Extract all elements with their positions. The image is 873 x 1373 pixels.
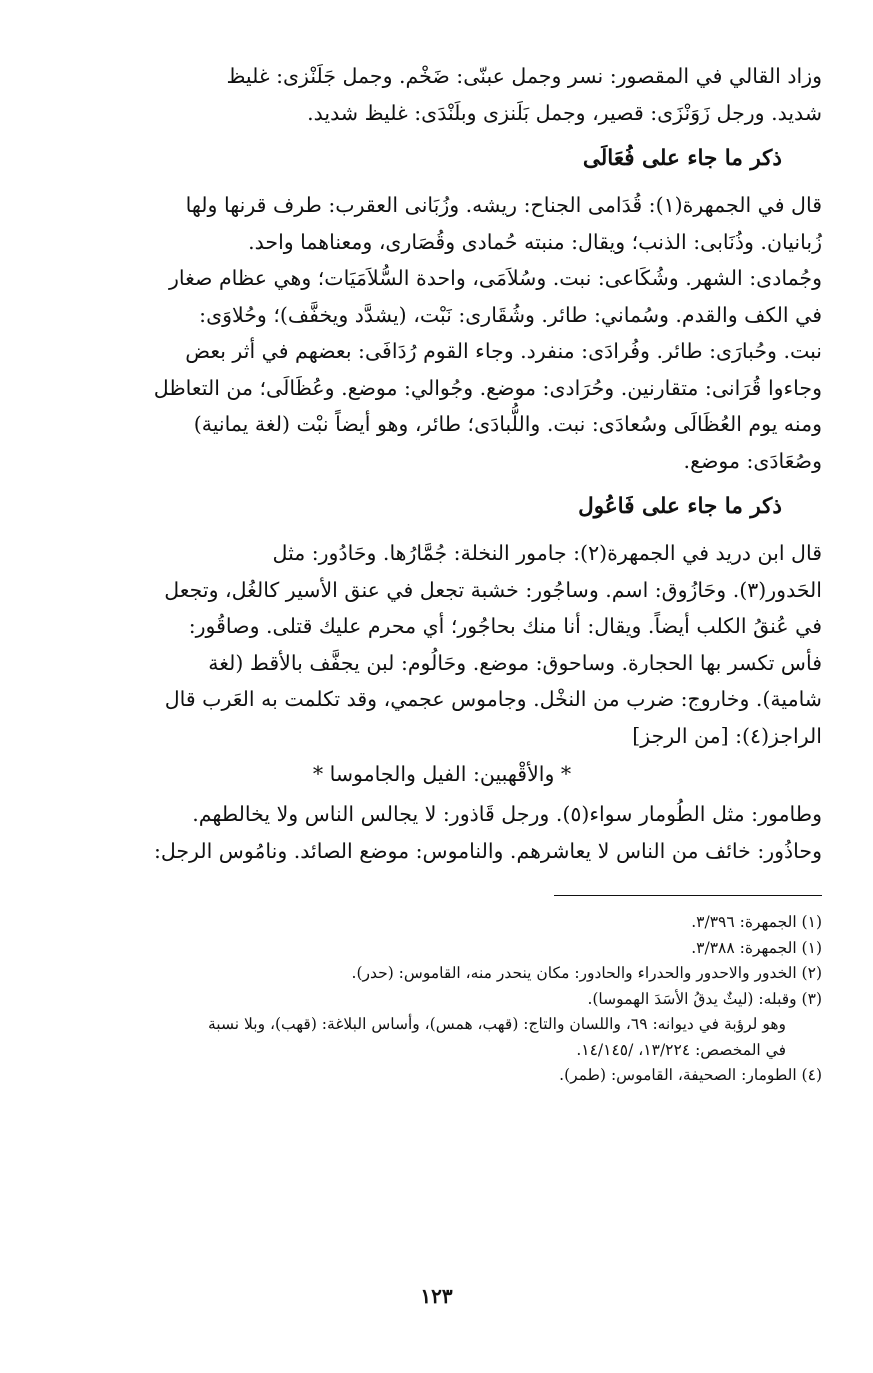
- text-line: وطامور: مثل الطُومار سواء(٥). ورجل قَاذور: لا يجالس الناس ولا يخالطهم.: [192, 802, 822, 826]
- text-line: وزاد القالي في المقصور: نسر وجمل عبنّى: ضَخْم. وجمل جَلَنْزى: غليظ: [226, 64, 822, 88]
- text-line: قال ابن دريد في الجمهرة(٢): جامور النخلة: جُمَّارُها. وحَادُور: مثل: [272, 541, 822, 565]
- footnote: (٢) الخدور والاحدور والحدراء والحادور: مكان ينحدر منه، القاموس: (حدر).: [351, 964, 822, 982]
- text-line: فأس تكسر بها الحجارة. وساحوق: موضع. وحَالُوم: لبن يجفَّف بالأقط (لغة: [208, 650, 822, 675]
- footnote-divider: [554, 895, 822, 896]
- text-line: وحاذُور: خائف من الناس لا يعاشرهم. والناموس: موضع الصائد. ونامُوس الرجل:: [153, 838, 822, 863]
- footnote-continuation: وهو لرؤبة في ديوانه: ٦٩، واللسان والتاج: (قهب، همس)، وأساس البلاغة: (قهب)، وبلا نسبة: [207, 1015, 786, 1033]
- intro-paragraph: [62, 58, 822, 131]
- text-line: شديد. ورجل زَوَنْزَى: قصير، وجمل بَلَنزى وبلَنْدَى: غليظ شديد.: [307, 100, 822, 125]
- page-number: ١٢٣: [420, 1284, 453, 1308]
- footnote: (٤) الطومار: الصحيفة، القاموس: (طمر).: [559, 1066, 822, 1084]
- text-line: في عُنقُ الكلب أيضاً. ويقال: أنا منك بحاجُور؛ أي محرم عليك قتلى. وصاقُور:: [188, 614, 822, 638]
- text-line: وجاءوا قُرَانى: متقارنين. وحُرَادى: موضع. وجُوالي: موضع. وعُظَالَى؛ من التعاظل: [153, 375, 822, 400]
- text-line: ومنه يوم العُظَالَى وسُعادَى: نبت. واللُّبادَى؛ طائر، وهو أيضاً نبْت (لغة يمانية): [193, 412, 822, 436]
- footnote: (١) الجمهرة: ٣/٣٨٨.: [691, 938, 822, 957]
- text-line: قال في الجمهرة(١): قُدَامى الجناح: ريشه. وزُبَانى العقرب: طرف قرنها ولها: [185, 193, 822, 217]
- section-heading-faoul: ذكر ما جاء على فَاعُول: [578, 494, 782, 519]
- section-fuala-body: [62, 187, 822, 479]
- footnotes: [62, 910, 822, 1089]
- text-line: شامية). وخاروج: ضرب من النخْل. وجاموس عجمي، وقد تكلمت به العَرب قال: [164, 687, 822, 711]
- text-line: زُبانيان. وذُنَابى: الذنب؛ ويقال: منبته حُمادى وقُصَارى، ومعناهما واحد.: [248, 229, 822, 254]
- text-line: في الكف والقدم. وسُماني: طائر. وشُقَارى: نَبْت، (يشدَّد ويخفَّف)؛ وحُلاوَى:: [199, 302, 822, 327]
- text-line: وجُمادى: الشهر. وشُكَاعى: نبت. وسُلاَمَى، واحدة السُّلاَمَيَات؛ وهي عظام صغار: [169, 266, 822, 290]
- page-content: [62, 58, 822, 1089]
- text-line: نبت. وحُبارَى: طائر. وفُرادَى: منفرد. وجاء القوم رُدَافَى: بعضهم في أثر بعض: [185, 339, 822, 363]
- footnote: (١) الجمهرة: ٣/٣٩٦.: [691, 913, 822, 931]
- text-line: الراجز(٤): [من الرجز]: [632, 723, 822, 748]
- section-faoul-body: [62, 535, 822, 869]
- footnote: (٣) وقبله: (ليثٌ يدقُ الأسَدَ الهموسا).: [587, 989, 822, 1008]
- text-line: الحَدور(٣). وحَازُوق: اسم. وساجُور: خشبة تجعل في عنق الأسير كالغُل، وتجعل: [164, 577, 822, 602]
- footnote-continuation: في المخصص: ١٣/٢٢٤، /١٤/١٤٥.: [576, 1040, 786, 1059]
- section-heading-fuala: ذكر ما جاء على فُعَالَى: [582, 146, 782, 171]
- verse-line: * والأقْهبين: الفيل والجاموسا *: [312, 762, 572, 786]
- text-line: وصُعَادَى: موضع.: [683, 448, 822, 473]
